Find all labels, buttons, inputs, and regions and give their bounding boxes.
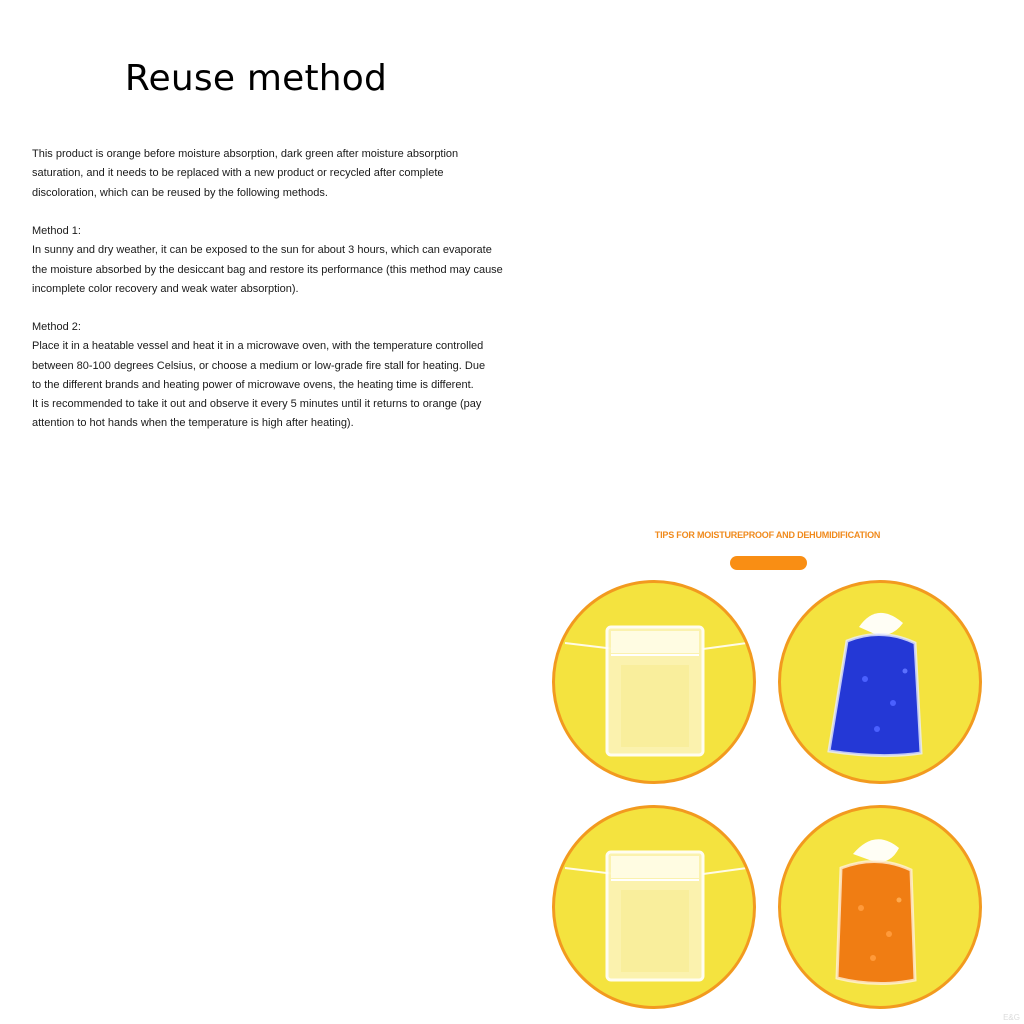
blue-beads-bag-icon [781,583,979,781]
tips-title: TIPS FOR MOISTUREPROOF AND DEHUMIDIFICATION [654,530,881,540]
method-2-line: attention to hot hands when the temperature is high after heating). [32,417,354,430]
method-2-line: It is recommended to take it out and observe it every 5 minutes until it returns to orange (pay [32,398,482,411]
empty-bag-icon [555,583,753,781]
method-1-line: incomplete color recovery and weak water absorption). [32,282,299,295]
method-1-line: In sunny and dry weather, it can be exposed to the sun for about 3 hours, which can evaporate [32,244,492,257]
empty-bag-photo-2 [552,805,756,1009]
empty-bag-icon [555,808,753,1006]
method-1-heading: Method 1: [32,225,81,237]
method-1-section [32,222,502,299]
intro-paragraph [32,145,502,203]
blue-beads-bag-photo [778,580,982,784]
intro-line: This product is orange before moisture absorption, dark green after moisture absorption [32,148,459,160]
method-2-line: between 80-100 degrees Celsius, or choose a medium or low-grade fire stall for heating. Due [32,359,486,372]
method-1-line: the moisture absorbed by the desiccant bag and restore its performance (this method may cause [32,263,503,276]
accent-bar [730,556,807,570]
product-photo-panel [540,520,1024,1024]
watermark: E&G [1003,1013,1020,1022]
orange-beads-bag-icon [781,808,979,1006]
method-2-line: to the different brands and heating power of microwave ovens, the heating time is different. [32,378,474,391]
method-2-heading: Method 2: [32,321,81,333]
page-title: Reuse method [124,58,388,99]
orange-beads-bag-photo [778,805,982,1009]
method-2-section [32,318,502,434]
empty-bag-photo [552,580,756,784]
intro-line: discoloration, which can be reused by the following methods. [32,186,328,199]
intro-line: saturation, and it needs to be replaced with a new product or recycled after complete [32,167,444,180]
method-2-line: Place it in a heatable vessel and heat it in a microwave oven, with the temperature controlled [32,340,484,353]
